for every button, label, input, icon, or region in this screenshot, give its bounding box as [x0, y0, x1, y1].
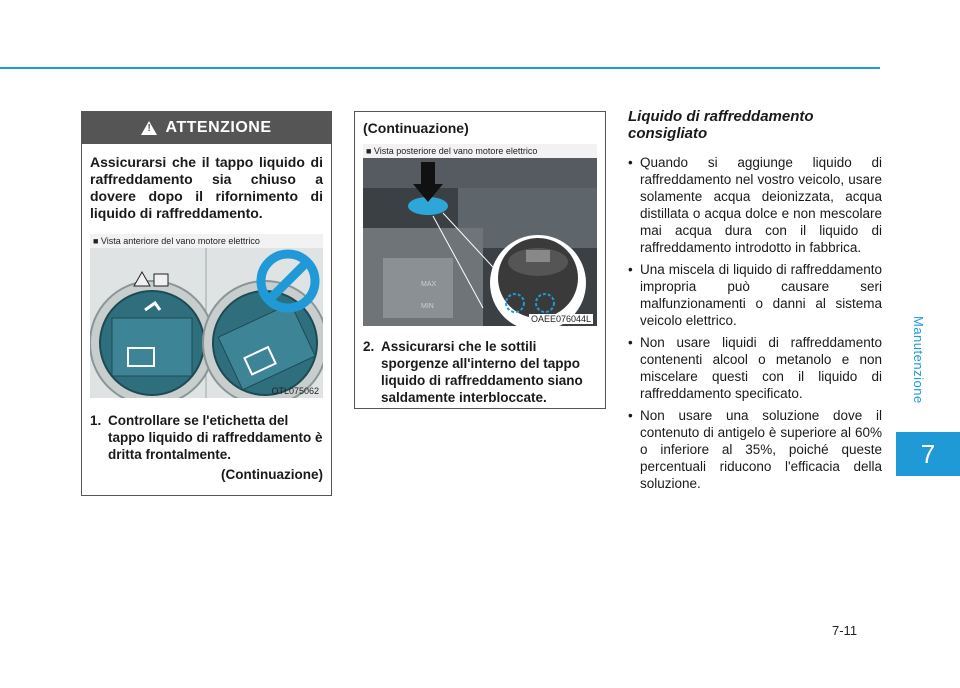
- continuation-note: (Continuazione): [221, 467, 323, 482]
- continuation-box: [354, 111, 606, 409]
- bullet-item: • Non usare una soluzione dove il contenuto di antigelo è superiore al 60% o inferiore al 35%, poiché queste percentuali riducono l'efficacia della soluzione.: [620, 407, 882, 492]
- front-view-caption: ■ Vista anteriore del vano motore elettrico: [90, 234, 323, 248]
- bullet-item: • Una miscela di liquido di raffreddamento impropria può causare seri malfunzionamenti o danni al sistema veicolo elettrico.: [620, 261, 882, 329]
- warning-text: Assicurarsi che il tappo liquido di raffreddamento sia chiuso a dovere dopo il rifornimento di liquido di raffreddamento.: [90, 154, 323, 221]
- front-view-image-code: OTL075062: [271, 386, 319, 396]
- step-2: [363, 338, 597, 406]
- step-1-number: 1.: [90, 413, 102, 428]
- top-rule: [0, 67, 880, 69]
- warning-triangle-icon: [141, 121, 157, 135]
- continuation-title: (Continuazione): [363, 120, 469, 136]
- rear-view-caption: ■ Vista posteriore del vano motore elettrico: [363, 144, 597, 158]
- section-title: Liquido di raffreddamento consigliato: [628, 108, 814, 142]
- step-1: [90, 412, 323, 463]
- step-2-text: Assicurarsi che le sottili sporgenze all'interno del tappo liquido di raffreddamento siano saldamente interbloccate.: [381, 339, 583, 405]
- coolant-cap-figure: [90, 248, 323, 398]
- step-2-number: 2.: [363, 339, 375, 354]
- engine-bay-photo: [363, 158, 597, 326]
- step-1-text: Controllare se l'etichetta del tappo liquido di raffreddamento è dritta frontalmente.: [108, 413, 323, 462]
- section-side-label: Manutenzione: [911, 316, 926, 404]
- rear-view-image-code: OAEE076044L: [530, 314, 591, 324]
- min-level-label: MIN: [421, 303, 434, 310]
- page-number: 7-11: [832, 623, 858, 638]
- coolant-bullet-list: [620, 154, 882, 492]
- bullet-item: • Quando si aggiunge liquido di raffreddamento nel vostro veicolo, usare solamente acqua deionizzata, acqua distillata o acqua dolce e non mescolare mai acqua dura con il liquido di raffreddamento introdotto in fabbrica.: [620, 154, 882, 256]
- recommended-coolant-section: [620, 108, 882, 497]
- max-level-label: MAX: [421, 281, 437, 288]
- warning-header-label: ATTENZIONE: [165, 119, 272, 136]
- chapter-tab: 7: [896, 432, 960, 476]
- warning-box: [81, 111, 332, 496]
- warning-header: [82, 112, 331, 144]
- bullet-item: • Non usare liquidi di raffreddamento contenenti alcool o metanolo e non miscelare questi con il liquido di raffreddamento specificato.: [620, 334, 882, 402]
- engine-bay-figure: [363, 158, 597, 326]
- coolant-cap-illustration: [90, 248, 323, 398]
